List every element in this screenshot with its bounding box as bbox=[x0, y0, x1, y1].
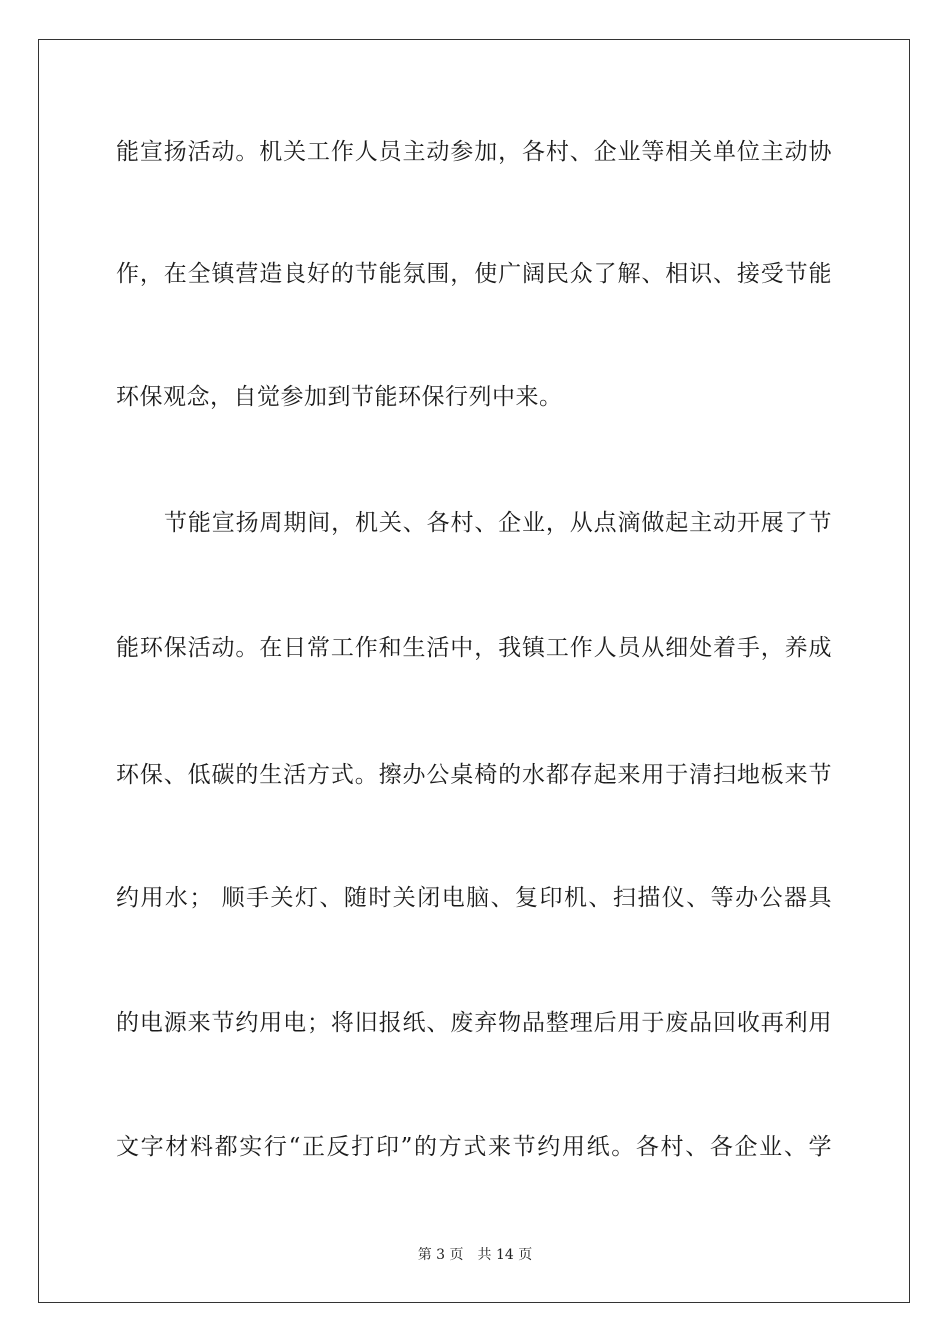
page-footer bbox=[0, 1246, 950, 1264]
text-line-9: 文字材料都实行“正反打印”的方式来节约用纸。各村、各企业、学 bbox=[116, 1134, 832, 1160]
page-border bbox=[38, 39, 910, 1303]
text-line-6: 环保、低碳的生活方式。擦办公桌椅的水都存起来用于清扫地板来节 bbox=[116, 762, 832, 788]
text-line-4: 节能宣扬周期间，机关、各村、企业，从点滴做起主动开展了节 bbox=[164, 510, 832, 536]
text-line-8: 的电源来节约用电；将旧报纸、废弃物品整理后用于废品回收再利用 bbox=[116, 1010, 832, 1036]
text-line-3: 环保观念，自觉参加到节能环保行列中来。 bbox=[116, 384, 563, 410]
text-line-2: 作，在全镇营造良好的节能氛围，使广阔民众了解、相识、接受节能 bbox=[116, 261, 832, 287]
page-total: 共 14 页 bbox=[477, 1247, 533, 1263]
text-line-5: 能环保活动。在日常工作和生活中，我镇工作人员从细处着手，养成 bbox=[116, 635, 832, 661]
page-number: 第 3 页 bbox=[417, 1247, 464, 1263]
text-line-1: 能宣扬活动。机关工作人员主动参加，各村、企业等相关单位主动协 bbox=[116, 139, 832, 165]
text-line-7: 约用水； 顺手关灯、随时关闭电脑、复印机、扫描仪、等办公器具 bbox=[116, 885, 832, 911]
